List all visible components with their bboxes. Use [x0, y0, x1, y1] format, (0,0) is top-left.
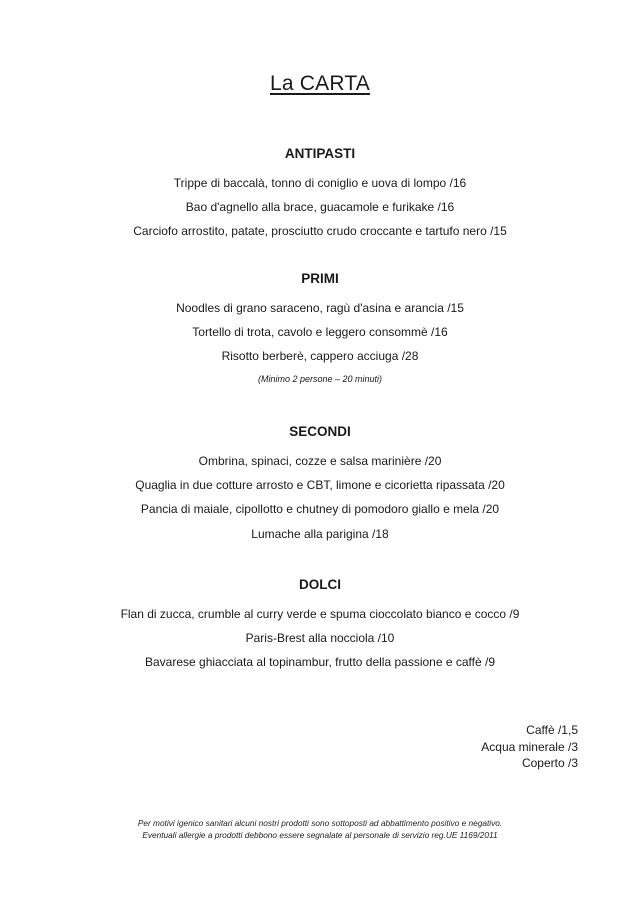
extra-item: Coperto /3	[521, 756, 578, 770]
extras-list	[481, 722, 578, 772]
extra-item: Caffè /1,5	[526, 723, 578, 737]
dish-item: Bao d'agnello alla brace, guacamole e furikake /16	[185, 200, 455, 215]
dish-item: Flan di zucca, crumble al curry verde e spuma cioccolato bianco e cocco /9	[120, 607, 520, 621]
dish-list	[0, 449, 640, 546]
section-heading: PRIMI	[301, 271, 339, 286]
section-heading: DOLCI	[299, 577, 341, 592]
section-primi	[0, 270, 640, 387]
section-heading: SECONDI	[289, 424, 351, 439]
footer-line: Eventuali allergie a prodotti debbono essere segnalate al personale di servizio reg.UE 1169/2011	[142, 830, 498, 840]
dish-item: Tortello di trota, cavolo e leggero consommè /16	[192, 325, 448, 340]
dish-list	[0, 296, 640, 369]
dish-list	[0, 602, 640, 675]
dish-note: (Minimo 2 persone – 20 minuti)	[257, 373, 383, 384]
dish-item: Carciofo arrostito, patate, prosciutto crudo croccante e tartufo nero /15	[133, 224, 507, 239]
dish-item: Lumache alla parigina /18	[251, 526, 389, 541]
allergen-notice	[0, 817, 640, 841]
dish-item: Risotto berberè, cappero acciuga /28	[221, 349, 419, 364]
section-dolci	[0, 576, 640, 675]
dish-item: Noodles di grano saraceno, ragù d'asina e arancia /15	[176, 301, 464, 315]
dish-item: Bavarese ghiacciata al topinambur, frutto della passione e caffè /9	[145, 655, 495, 670]
dish-item: Ombrina, spinaci, cozze e salsa marinière /20	[198, 454, 442, 468]
footer-line: Per motivi igenico sanitari alcuni nostri prodotti sono sottoposti ad abbattimento positivo e negativo.	[137, 818, 503, 828]
section-secondi	[0, 423, 640, 546]
dish-item: Pancia di maiale, cipollotto e chutney di pomodoro giallo e mela /20	[140, 502, 500, 517]
section-antipasti	[0, 145, 640, 244]
dish-list	[0, 171, 640, 244]
dish-item: Quaglia in due cotture arrosto e CBT, limone e cicorietta ripassata /20	[135, 478, 505, 493]
section-heading: ANTIPASTI	[284, 146, 356, 161]
dish-item: Paris-Brest alla nocciola /10	[245, 631, 395, 646]
dish-item: Trippe di baccalà, tonno di coniglio e uova di lompo /16	[173, 176, 467, 190]
extra-item: Acqua minerale /3	[481, 739, 578, 754]
page-title: La CARTA	[269, 72, 371, 95]
